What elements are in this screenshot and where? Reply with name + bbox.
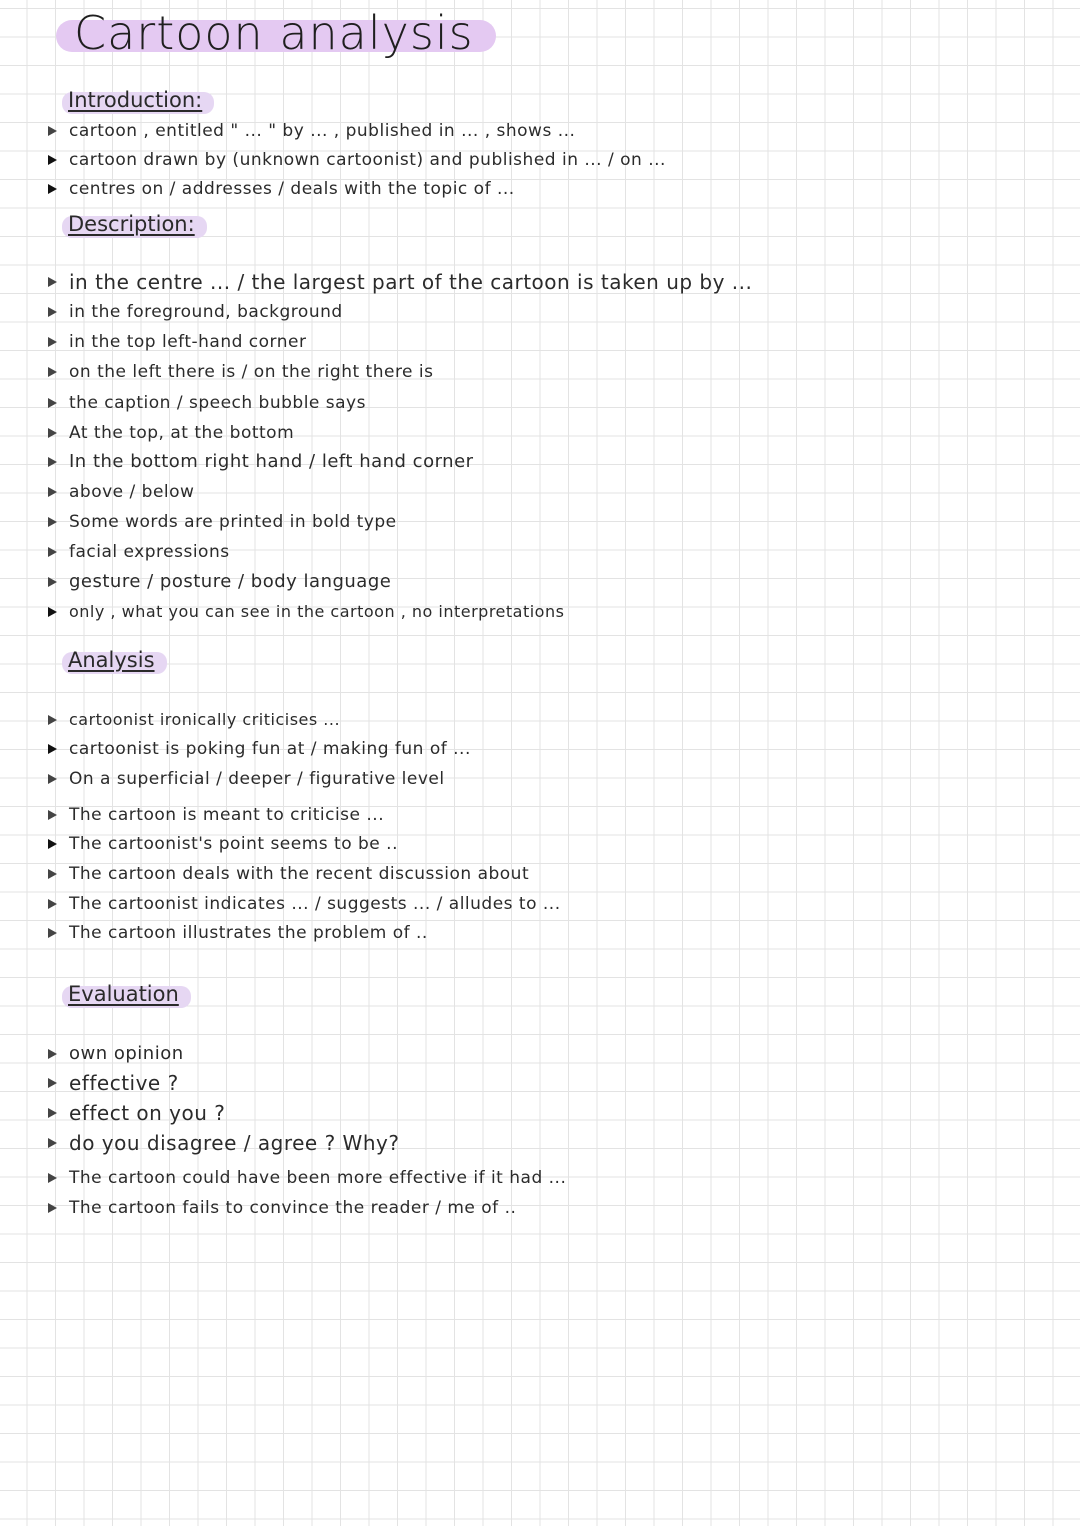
introduction-heading-text: Introduction:: [68, 88, 203, 112]
analysis-heading-text: Analysis: [68, 648, 155, 672]
page-title: [56, 0, 474, 66]
evaluation-heading: [62, 980, 183, 1008]
page-title-text: Cartoon analysis: [74, 6, 474, 60]
triangle-bullet-icon: [48, 184, 57, 194]
intro-line-1: [48, 119, 575, 143]
triangle-bullet-icon: [48, 839, 57, 849]
description-line-text: Some words are printed in bold type: [69, 512, 397, 532]
evaluation-line-4: [48, 1131, 399, 1155]
intro-line-text: centres on / addresses / deals with the topic of ...: [69, 179, 515, 199]
analysis-line-8: [48, 921, 428, 945]
triangle-bullet-icon: [48, 928, 57, 938]
triangle-bullet-icon: [48, 810, 57, 820]
introduction-heading: [62, 86, 206, 114]
evaluation-line-text: The cartoon could have been more effective if it had ...: [69, 1168, 567, 1188]
evaluation-line-text: effective ?: [69, 1071, 179, 1095]
triangle-bullet-icon: [48, 457, 57, 467]
description-line-10: [48, 540, 230, 564]
description-line-text: gesture / posture / body language: [69, 571, 392, 592]
description-line-12: [48, 600, 564, 624]
description-line-8: [48, 480, 194, 504]
triangle-bullet-icon: [48, 577, 57, 587]
analysis-line-text: cartoonist ironically criticises ...: [69, 710, 341, 729]
description-line-text: on the left there is / on the right there is: [69, 362, 434, 382]
analysis-line-text: The cartoonist's point seems to be ..: [69, 834, 398, 854]
analysis-line-7: [48, 892, 561, 916]
description-line-text: only , what you can see in the cartoon , no interpretations: [69, 602, 565, 621]
triangle-bullet-icon: [48, 715, 57, 725]
evaluation-heading-text: Evaluation: [68, 982, 179, 1006]
description-line-text: the caption / speech bubble says: [69, 393, 366, 413]
triangle-bullet-icon: [48, 487, 57, 497]
evaluation-line-2: [48, 1071, 179, 1095]
triangle-bullet-icon: [48, 277, 57, 287]
description-line-11: [48, 570, 391, 594]
triangle-bullet-icon: [48, 367, 57, 377]
description-line-7: [48, 450, 474, 474]
triangle-bullet-icon: [48, 1173, 57, 1183]
evaluation-line-text: effect on you ?: [69, 1101, 226, 1125]
triangle-bullet-icon: [48, 126, 57, 136]
triangle-bullet-icon: [48, 1078, 57, 1088]
description-line-1: [48, 270, 752, 294]
analysis-line-1: [48, 708, 340, 732]
triangle-bullet-icon: [48, 155, 57, 165]
intro-line-text: cartoon drawn by (unknown cartoonist) and published in ... / on ...: [69, 150, 666, 170]
analysis-line-text: The cartoonist indicates ... / suggests ... / alludes to ...: [69, 894, 561, 914]
triangle-bullet-icon: [48, 744, 57, 754]
triangle-bullet-icon: [48, 307, 57, 317]
description-line-text: above / below: [69, 482, 195, 502]
evaluation-line-1: [48, 1042, 184, 1066]
intro-line-text: cartoon , entitled " ... " by ... , published in ... , shows ...: [69, 121, 576, 141]
analysis-line-text: cartoonist is poking fun at / making fun of ...: [69, 739, 471, 759]
intro-line-2: [48, 148, 666, 172]
triangle-bullet-icon: [48, 517, 57, 527]
triangle-bullet-icon: [48, 1108, 57, 1118]
triangle-bullet-icon: [48, 869, 57, 879]
arrow-bullet-icon: [48, 607, 57, 617]
triangle-bullet-icon: [48, 547, 57, 557]
description-line-5: [48, 391, 366, 415]
analysis-line-text: The cartoon illustrates the problem of ..: [69, 923, 428, 943]
triangle-bullet-icon: [48, 398, 57, 408]
triangle-bullet-icon: [48, 899, 57, 909]
evaluation-line-text: do you disagree / agree ? Why?: [69, 1131, 400, 1155]
description-line-4: [48, 360, 434, 384]
description-line-text: In the bottom right hand / left hand corner: [69, 451, 474, 472]
description-line-6: [48, 421, 294, 445]
analysis-line-4: [48, 803, 384, 827]
triangle-bullet-icon: [48, 428, 57, 438]
description-line-text: in the foreground, background: [69, 302, 343, 322]
triangle-bullet-icon: [48, 337, 57, 347]
description-line-text: in the centre ... / the largest part of the cartoon is taken up by ...: [69, 270, 753, 294]
intro-line-3: [48, 177, 515, 201]
triangle-bullet-icon: [48, 1138, 57, 1148]
analysis-heading: [62, 646, 159, 674]
evaluation-line-3: [48, 1101, 225, 1125]
description-line-9: [48, 510, 397, 534]
evaluation-line-5: [48, 1166, 566, 1190]
analysis-line-text: The cartoon is meant to criticise ...: [69, 805, 385, 825]
analysis-line-6: [48, 862, 529, 886]
triangle-bullet-icon: [48, 774, 57, 784]
evaluation-line-text: The cartoon fails to convince the reader / me of ..: [69, 1198, 517, 1218]
triangle-bullet-icon: [48, 1049, 57, 1059]
description-line-2: [48, 300, 343, 324]
description-line-text: facial expressions: [69, 542, 230, 562]
evaluation-line-text: own opinion: [69, 1043, 184, 1064]
description-line-3: [48, 330, 306, 354]
description-heading-text: Description:: [68, 212, 195, 236]
analysis-line-text: On a superficial / deeper / figurative level: [69, 769, 445, 789]
analysis-line-text: The cartoon deals with the recent discussion about: [69, 864, 530, 884]
analysis-line-5: [48, 832, 398, 856]
description-line-text: in the top left-hand corner: [69, 332, 307, 352]
description-line-text: At the top, at the bottom: [69, 423, 295, 443]
description-heading: [62, 210, 199, 238]
evaluation-line-6: [48, 1196, 516, 1220]
analysis-line-3: [48, 767, 445, 791]
analysis-line-2: [48, 737, 471, 761]
triangle-bullet-icon: [48, 1203, 57, 1213]
